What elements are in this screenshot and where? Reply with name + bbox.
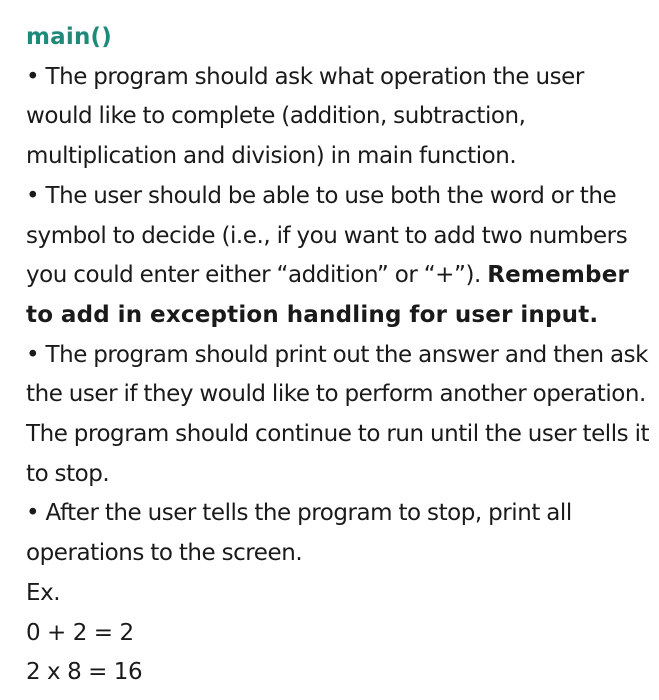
bullet-print-all-operations: • After the user tells the program to stop, print all operations to the screen. <box>26 500 572 567</box>
bullet-ask-operation: • The program should ask what operation the user would like to complete (addition, subtraction, multiplication and division) in main function. <box>26 63 584 170</box>
bullet-word-or-symbol-text: • The user should be able to use both the word or the symbol to decide (i.e., if you want to add two numbers you could enter either “addition” or “+”). <box>26 182 628 289</box>
document-body <box>26 18 656 693</box>
example-label: Ex. <box>26 579 61 606</box>
example-line: 0 + 2 = 2 <box>26 619 134 646</box>
bullet-word-or-symbol <box>26 177 656 336</box>
example-line: 2 x 8 = 16 <box>26 659 143 686</box>
function-heading: main() <box>26 24 112 50</box>
exception-handling-note: Remember to add in exception handling for user input. <box>26 262 630 328</box>
bullet-print-answer: • The program should print out the answer and then ask the user if they would like to perform another operation. The program should continue to run until the user tells it to stop. <box>26 341 650 487</box>
